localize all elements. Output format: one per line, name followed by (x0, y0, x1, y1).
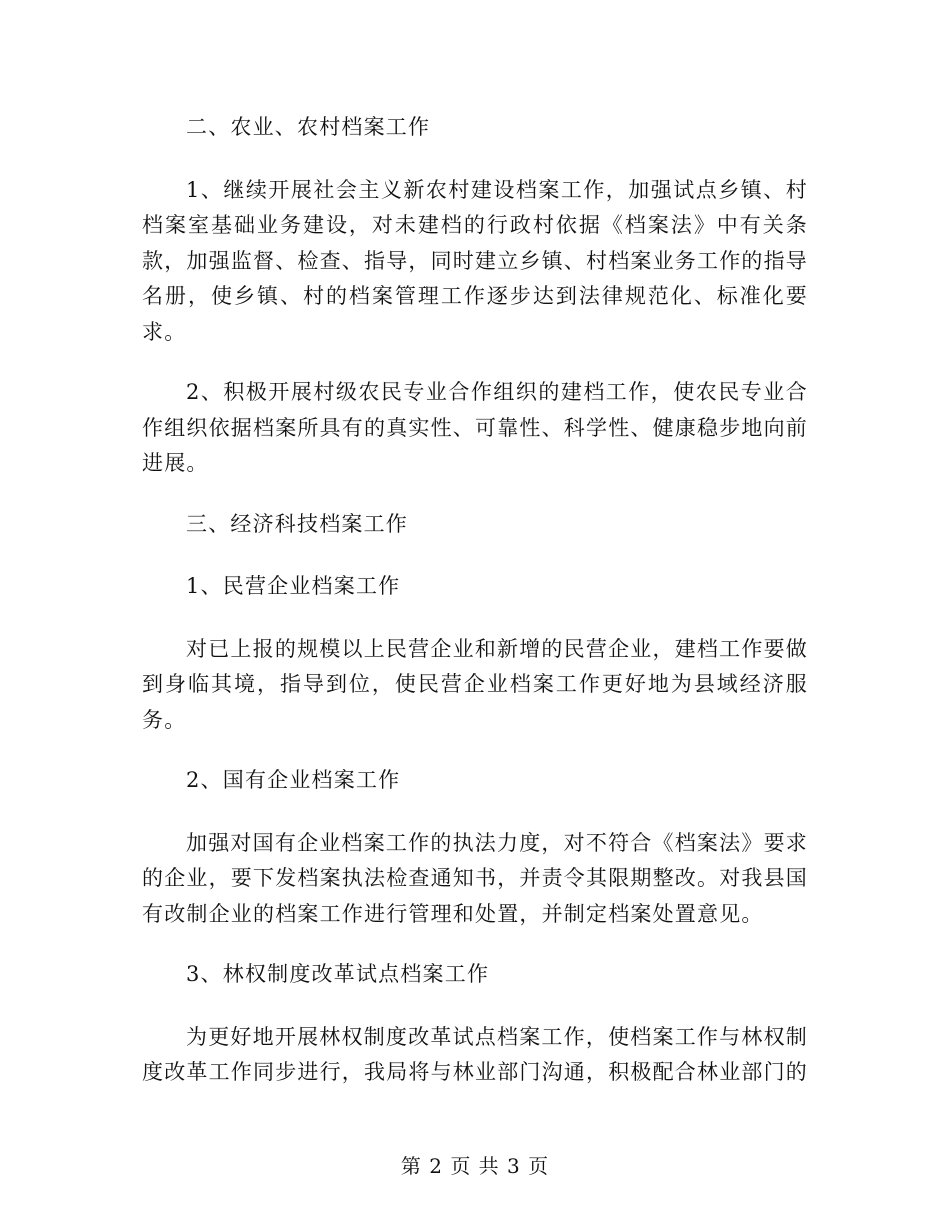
section-heading-agriculture: 二、农业、农村档案工作 (186, 115, 431, 139)
subheading-forest-rights: 3、林权制度改革试点档案工作 (186, 962, 490, 986)
subheading-state-enterprise: 2、国有企业档案工作 (186, 768, 401, 792)
paragraph: 1、继续开展社会主义新农村建设档案工作，加强试点乡镇、村档案室基础业务建设，对未建档的行政村依据《档案法》中有关条款，加强监督、检查、指导，同时建立乡镇、村档案业务工作的指导名册，使乡镇、村的档案管理工作逐步达到法律规范化、标准化要求。 (142, 177, 808, 344)
subheading-private-enterprise: 1、民营企业档案工作 (186, 574, 401, 598)
section-heading-economy: 三、经济科技档案工作 (186, 511, 408, 536)
document-body (142, 110, 808, 1116)
page-number-footer: 第 2 页 共 3 页 (400, 1154, 550, 1178)
paragraph: 为更好地开展林权制度改革试点档案工作，使档案工作与林权制度改革工作同步进行，我局将与林业部门沟通，积极配合林业部门的 (142, 1024, 808, 1084)
paragraph: 2、积极开展村级农民专业合作组织的建档工作，使农民专业合作组织依据档案所具有的真实性、可靠性、科学性、健康稳步地向前进展。 (142, 380, 808, 475)
paragraph: 对已上报的规模以上民营企业和新增的民营企业，建档工作要做到身临其境，指导到位，使民营企业档案工作更好地为县域经济服务。 (142, 636, 808, 732)
paragraph: 加强对国有企业档案工作的执法力度，对不符合《档案法》要求的企业，要下发档案执法检查通知书，并责令其限期整改。对我县国有改制企业的档案工作进行管理和处置，并制定档案处置意见。 (142, 830, 808, 926)
